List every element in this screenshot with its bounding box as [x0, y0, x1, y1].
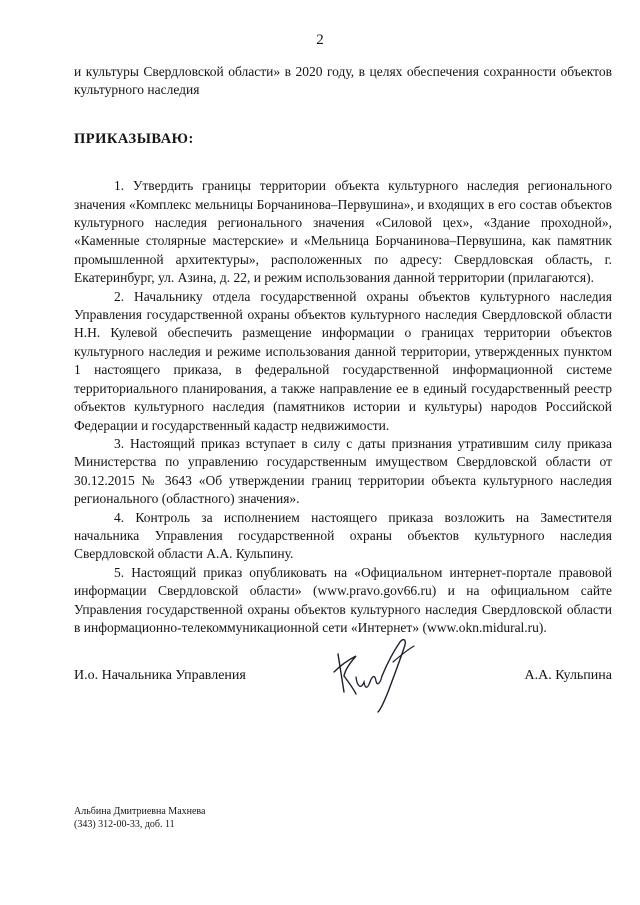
order-heading: ПРИКАЗЫВАЮ: — [74, 130, 194, 147]
order-item-4: 4. Контроль за исполнением настоящего приказа возложить на Заместителя начальника Управления государственной охраны объектов культурного наследия Свердловской области А.А. Кульпину. — [74, 509, 612, 562]
order-item-2: 2. Начальнику отдела государственной охраны объектов культурного наследия Управления государственной охраны объектов культурного наследия Свердловской области Н.Н. Кулевой обеспечить размещение информации о границах территории объектов культурного наследия и режиме использования данной территории, утвержденных пунктом 1 настоящего приказа, в федеральной государственной информационной системе территориального планирования, а также направление ее в единый государственный реестр объектов культурного наследия (памятников истории и культуры) народов Российской Федерации и государственный кадастр недвижимости. — [74, 288, 612, 433]
signatory-name: А.А. Кульпина — [524, 668, 612, 683]
order-item-5: 5. Настоящий приказ опубликовать на «Официальном интернет-портале правовой информации Свердловской области» (www.pravo.gov66.ru) и на официальном сайте Управления государственной охраны объектов культурного наследия Свердловской области в информационно-телекоммуникационной сети «Интернет» (www.okn.midural.ru). — [74, 564, 612, 635]
executor-name: Альбина Дмитриевна Махнева — [74, 806, 206, 817]
executor-info — [74, 805, 205, 831]
executor-phone: (343) 312-00-33, доб. 11 — [74, 819, 175, 830]
signatory-position: И.о. Начальника Управления — [74, 668, 246, 683]
order-item-1: 1. Утвердить границы территории объекта культурного наследия регионального значения «Комплекс мельницы Борчанинова–Первушина», и входящих в его состав объектов культурного наследия регионального значения «Силовой цех», «Здание проходной», «Каменные столярные мастерские» и «Мельница Борчанинова–Первушина, как памятник промышленной архитектуры», расположенных по адресу: Свердловская область, г. Екатеринбург, ул. Азина, д. 22, и режим использования данной территории (прилагаются). — [74, 178, 612, 286]
order-item-3: 3. Настоящий приказ вступает в силу с даты признания утратившим силу приказа Министерства по управлению государственным имуществом Свердловской области от 30.12.2015 № 3643 «Об утверждении границ территории объекта культурного наследия регионального (областного) значения». — [74, 435, 612, 507]
page-number: 2 — [316, 32, 324, 48]
intro-paragraph: и культуры Свердловской области» в 2020 году, в целях обеспечения сохранности объектов культурного наследия — [74, 64, 612, 98]
handwritten-signature — [330, 632, 420, 714]
document-body — [74, 63, 612, 637]
